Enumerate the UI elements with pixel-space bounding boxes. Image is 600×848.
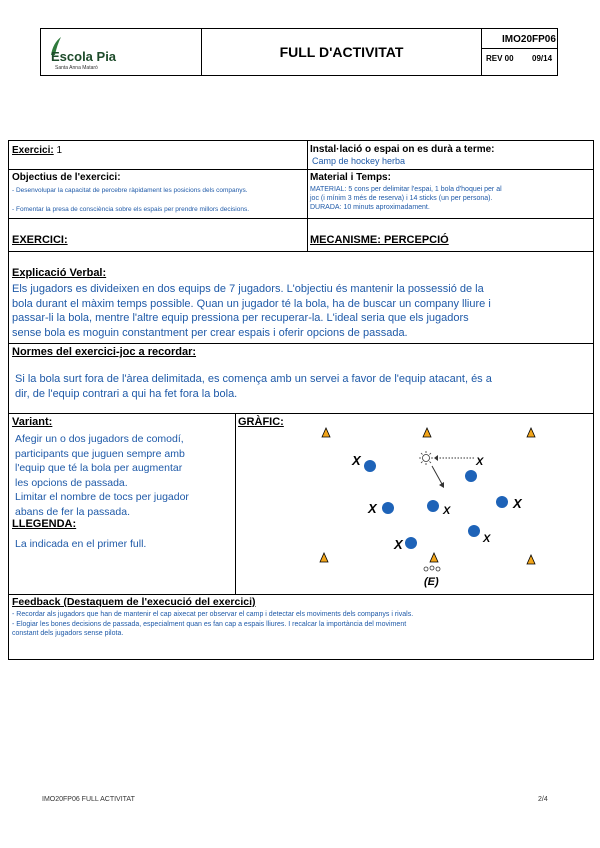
variant-line: abans de fer la passada. — [15, 505, 130, 518]
feedback-line: constant dels jugadors sense pilota. — [12, 630, 124, 637]
exercici-number: 1 — [56, 145, 63, 156]
cone-icon — [423, 428, 431, 437]
explicacio-text — [12, 282, 590, 340]
variant-text — [15, 432, 235, 519]
material-line-2: joc (i mínim 3 més de reserva) i 14 sticks (un per persona). — [310, 195, 493, 202]
opponent-x: X — [443, 505, 451, 517]
revision: REV 00 — [486, 54, 514, 63]
player-icon — [427, 500, 439, 512]
normes-line: dir, de l'equip contrari a qui ha fet fora la bola. — [15, 387, 238, 400]
material-text — [310, 185, 502, 212]
pass-arrow — [432, 466, 442, 484]
variant-line: l'equip que té la bola per augmentar — [15, 462, 183, 474]
trainer-icon — [424, 566, 440, 571]
material-line-1: MATERIAL: 5 cons per delimitar l'espai, 1 bola d'hoquei per al — [310, 186, 502, 193]
cone-icon — [527, 555, 535, 564]
installacio-value: Camp de hockey herba — [312, 156, 406, 166]
player-icon — [468, 525, 480, 537]
explicacio-line: Els jugadors es divideixen en dos equips de 7 jugadors. L'objectiu és mantenir la possessió de la — [12, 283, 484, 295]
cone-icon — [430, 553, 438, 562]
logo-subtitle: Santa Anna Mataró — [55, 65, 98, 71]
page-title: FULL D'ACTIVITAT — [279, 44, 404, 60]
variant-line: Afegir un o dos jugadors de comodí, — [15, 433, 184, 445]
feedback-label: Feedback (Destaquem de l'execució del exercici) — [12, 596, 256, 608]
grafic-diagram — [236, 414, 593, 594]
feedback-line: - Elogiar les bones decisions de passada, especialment quan es fan cap a espais lliures. I recalcar la importància del moviment — [12, 620, 407, 628]
explicacio-line: sense bola es moguin constantment per crear espais i oferir opcions de passada. — [12, 326, 408, 339]
llegenda-label: LLEGENDA: — [12, 518, 77, 530]
explicacio-line: bola durant el màxim temps possible. Quan un jugador té la bola, ha de buscar un company lliure i — [12, 297, 491, 310]
objectiu-2: - Fomentar la presa de consciència sobre els espais per prendre millors decisions. — [12, 206, 249, 213]
objectius-label: Objectius de l'exercici: — [12, 172, 121, 183]
explicacio-line: passar-li la bola, mentre l'altre equip pressiona per recuperar-la. L'ideal seria que els jugadors — [12, 312, 469, 324]
ball-icon — [419, 451, 433, 465]
variant-line: Limitar el nombre de tocs per jugador — [15, 491, 189, 503]
installacio-label: Instal·lació o espai on es durà a terme: — [310, 144, 495, 155]
exercici-label: Exercici: — [12, 145, 54, 156]
opponent-x: X — [352, 453, 361, 468]
opponent-x: X — [368, 501, 377, 516]
exercici-title: EXERCICI: — [12, 234, 68, 246]
activity-table — [8, 140, 594, 660]
player-icon — [496, 496, 508, 508]
normes-line: Si la bola surt fora de l'àrea delimitada, es comença amb un servei a favor de l'equip atacant, és a — [15, 373, 492, 385]
grafic-label: GRÀFIC: — [238, 416, 284, 428]
material-label: Material i Temps: — [310, 172, 391, 183]
normes-text — [15, 372, 590, 401]
document-code: IMO20FP06 — [502, 34, 556, 45]
opponent-x: X — [513, 496, 522, 511]
feedback-text — [12, 610, 592, 639]
opponent-x: X — [483, 533, 491, 545]
opponent-x: X — [394, 537, 403, 552]
cone-icon — [322, 428, 330, 437]
player-icon — [405, 537, 417, 549]
document-code-cell — [481, 29, 558, 75]
durada: DURADA: 10 minuts aproximadament. — [310, 204, 430, 211]
player-icon — [382, 502, 394, 514]
trainer-label: (E) — [424, 576, 439, 588]
llegenda-value: La indicada en el primer full. — [15, 538, 147, 550]
explicacio-label: Explicació Verbal: — [12, 267, 107, 279]
logo-name: Escola Pia — [51, 49, 117, 64]
player-icon — [364, 460, 376, 472]
player-icon — [465, 470, 477, 482]
opponent-x: X — [476, 456, 484, 468]
variant-line: les opcions de passada. — [15, 476, 128, 489]
page-number: 2/4 — [538, 796, 548, 803]
mecanisme: MECANISME: PERCEPCIÓ — [310, 234, 449, 246]
variant-line: participants que juguen sempre amb — [15, 447, 185, 460]
exercici-cell — [12, 145, 62, 156]
footer-left: IMO20FP06 FULL ACTIVITAT — [42, 796, 135, 803]
objectiu-1: - Desenvolupar la capacitat de percebre ràpidament les posicions dels companys. — [12, 187, 248, 194]
cone-icon — [320, 553, 328, 562]
variant-label: Variant: — [12, 416, 53, 428]
revision-date: 09/14 — [532, 54, 553, 63]
logo-cell — [41, 29, 202, 75]
normes-label: Normes del exercici-joc a recordar: — [12, 346, 197, 358]
cone-icon — [527, 428, 535, 437]
document-header — [40, 28, 558, 76]
feedback-line: - Recordar als jugadors que han de mantenir el cap aixecat per observar el camp i detectar els moviments dels companys i rivals. — [12, 611, 414, 618]
